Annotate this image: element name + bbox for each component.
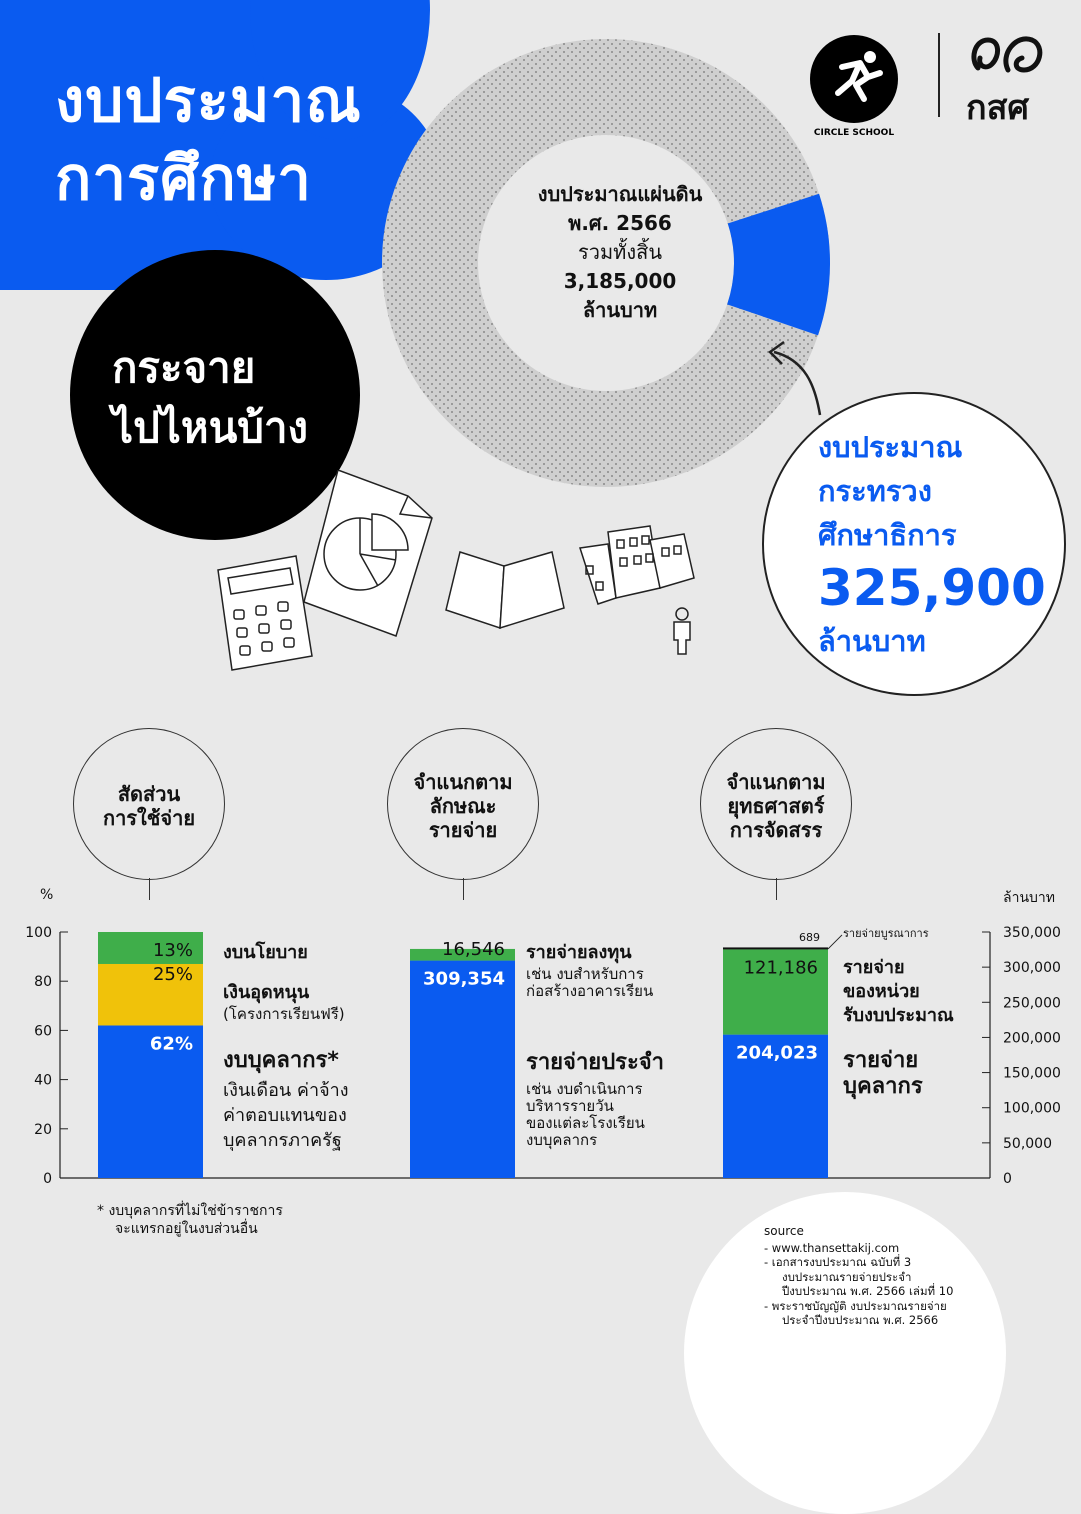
bar-data-label: 13% [152,940,193,961]
left-axis-unit: % [40,887,54,903]
label-personnel-desc: เงินเดือน ค่าจ้าง ค่าตอบแทนของ บุคลากรภาครัฐ [223,1080,349,1151]
category-label-proportion: สัดส่วน การใช้จ่าย [102,782,196,830]
bar-data-label: 309,354 [423,968,505,990]
bar-segment-2-2 [723,947,828,949]
bar-segment-1-0 [410,961,515,1178]
left-tick-label: 0 [43,1171,52,1187]
moe-budget-value: 325,900 [818,559,1046,617]
bar-data-label: 204,023 [736,1042,818,1064]
label-investment-desc: เช่น งบสำหรับการ ก่อสร้างอาคารเรียน [526,965,654,1000]
right-axis-unit: ล้านบาท [1003,890,1055,906]
bar-data-label: 16,546 [442,938,505,960]
label-regular: รายจ่ายประจำ [526,1050,665,1075]
left-tick-label: 80 [34,974,52,991]
label-subsidy-note: (โครงการเรียนฟรี) [223,1005,345,1023]
right-tick-label: 100,000 [1003,1100,1061,1117]
right-tick-label: 250,000 [1003,995,1061,1012]
left-tick-label: 20 [34,1121,52,1138]
label-integration: รายจ่ายบูรณาการ [843,927,929,940]
left-tick-label: 100 [25,925,52,941]
bar-data-label: 689 [799,930,820,944]
leader-line [828,935,842,949]
bar-data-label: 62% [149,1033,193,1055]
moe-budget-text: งบประมาณ กระทรวง ศึกษาธิการ 325,900 ล้านบาท [818,430,1046,658]
left-tick-label: 60 [34,1023,52,1040]
label-policy: งบนโยบาย [223,942,308,963]
right-tick-label: 150,000 [1003,1065,1061,1082]
source-list: source - www.thansettakij.com - เอกสารงบประมาณ ฉบับที่ 3 งบประมาณรายจ่ายประจำ ปีงบประมาณ พ.ศ. 2566 เล่มที่ 10 - พระราชบัญญัติ งบประมาณรายจ่าย ประจำปีงบประมาณ พ.ศ. 2566 [764,1224,954,1327]
label-personnel-expense: รายจ่าย บุคลากร [843,1048,923,1099]
category-label-expense-type: จำแนกตาม ลักษณะ รายจ่าย [413,770,513,842]
subtitle-text: กระจาย ไปไหนบ้าง [112,343,309,452]
label-personnel: งบบุคลากร* [223,1048,339,1073]
label-unit-expense: รายจ่าย ของหน่วย รับงบประมาณ [843,957,954,1026]
label-subsidy: เงินอุดหนุน [223,982,310,1003]
right-tick-label: 350,000 [1003,925,1061,941]
donut-center-text: งบประมาณแผ่นดิน พ.ศ. 2566 รวมทั้งสิ้น 3,185,000 ล้านบาท [537,182,703,322]
category-label-strategy: จำแนกตาม ยุทธศาสตร์ การจัดสรร [726,770,826,842]
eef-logo-text: กสศ [966,88,1029,128]
label-investment: รายจ่ายลงทุน [526,942,632,963]
bar-data-label: 25% [152,963,193,985]
label-regular-desc: เช่น งบดำเนินการ บริหารรายวัน ของแต่ละโรงเรียน งบบุคลากร [526,1080,645,1149]
page-title: งบประมาณ การศึกษา [55,66,362,214]
footnote: * งบบุคลากรที่ไม่ใช่ข้าราชการ จะแทรกอยู่ในงบส่วนอื่น [97,1203,283,1237]
left-tick-label: 40 [34,1072,52,1089]
circle-school-logo-text: CIRCLE SCHOOL [813,128,895,138]
right-tick-label: 50,000 [1003,1135,1052,1152]
bar-data-label: 121,186 [743,957,818,979]
right-tick-label: 300,000 [1003,960,1061,977]
right-tick-label: 0 [1003,1171,1012,1187]
right-tick-label: 200,000 [1003,1030,1061,1047]
